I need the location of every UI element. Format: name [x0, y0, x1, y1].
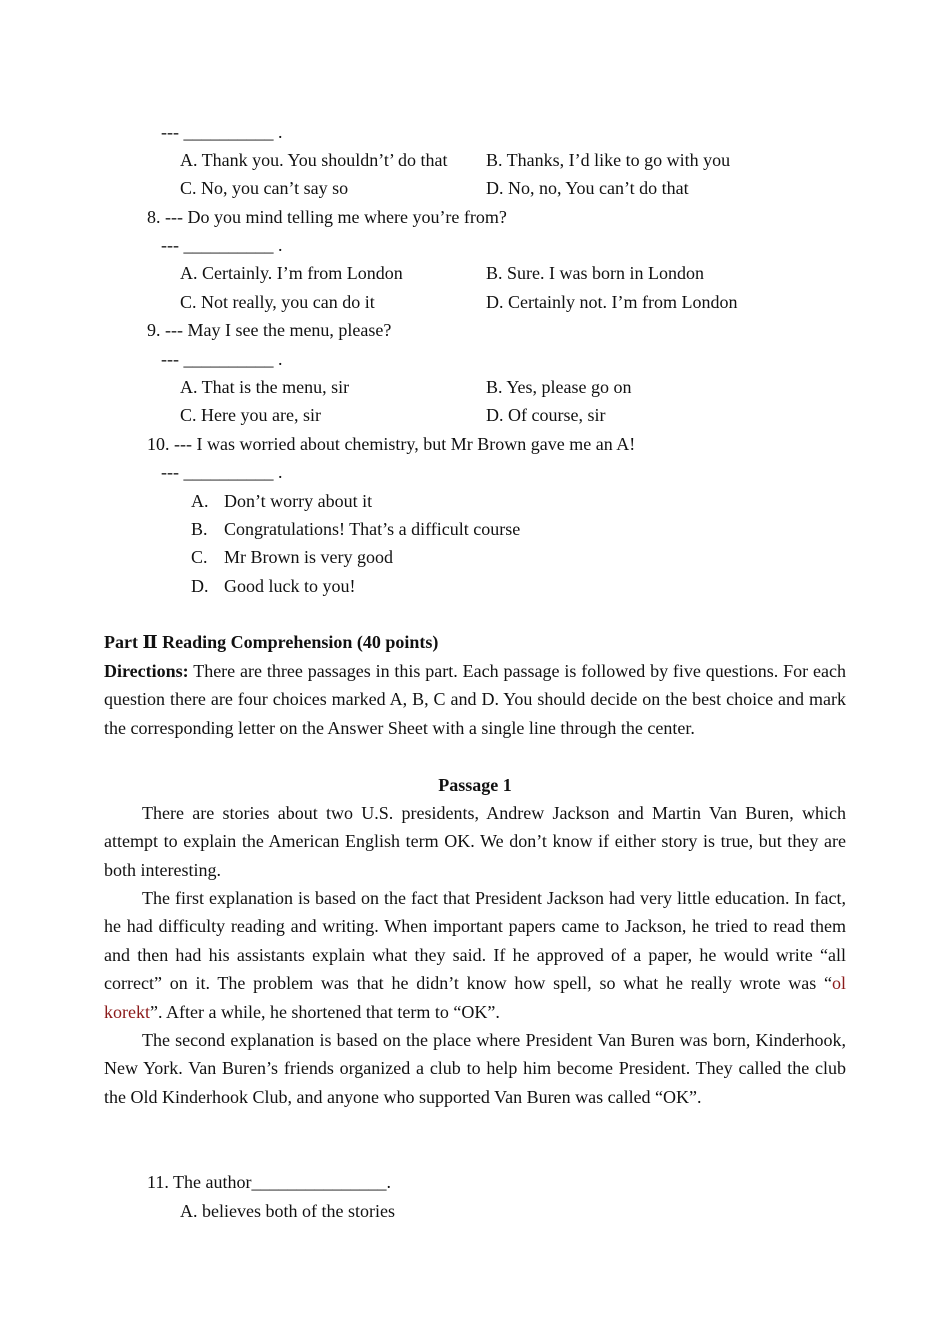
- q8-option-d: D. Certainly not. I’m from London: [486, 292, 738, 312]
- q10-option-d-text: Good luck to you!: [224, 576, 356, 596]
- q10-option-a-letter: A.: [191, 491, 209, 511]
- q7-option-a: A. Thank you. You shouldn’t’ do that: [180, 150, 448, 170]
- q10-option-b-letter: B.: [191, 519, 208, 539]
- paragraph-2-text-before: The first explanation is based on the fact that President Jackson had very little education. In fact, he had difficulty reading and writing. When important papers came to Jackson, he tried to read them and then had his assistants explain what they said. If he approved of a paper, he would write “all correct” on it. The problem was that he didn’t know how spell, so what he really wrote was “: [104, 888, 846, 994]
- q10-option-d-letter: D.: [191, 576, 209, 596]
- q7-option-c: C. No, you can’t say so: [180, 178, 349, 198]
- q10-option-c-letter: C.: [191, 547, 208, 567]
- q10-prompt: 10. --- I was worried about chemistry, but Mr Brown gave me an A!: [147, 434, 636, 454]
- passage-paragraph-1: There are stories about two U.S. presidents, Andrew Jackson and Martin Van Buren, which attempt to explain the American English term OK. We don’t know if either story is true, but they are both interesting.: [104, 803, 846, 880]
- q11-prompt: 11. The author_______________.: [147, 1172, 391, 1192]
- q10-response-blank: --- __________ .: [161, 462, 283, 482]
- q7-response-blank: --- __________ .: [161, 122, 283, 142]
- directions-label: Directions:: [104, 661, 189, 681]
- q11-option-a: A. believes both of the stories: [180, 1201, 395, 1221]
- passage-paragraph-3: The second explanation is based on the place where President Van Buren was born, Kinderhook, New York. Van Buren’s friends organized a club to help him become President. They called the club the Old Kinderhook Club, and anyone who supported Van Buren was called “OK”.: [104, 1030, 846, 1107]
- directions-text: There are three passages in this part. Each passage is followed by five questions. For each question there are four choices marked A, B, C and D. You should decide on the best choice and mark the corresponding letter on the Answer Sheet with a single line through the center.: [104, 661, 846, 738]
- q9-prompt: 9. --- May I see the menu, please?: [147, 320, 392, 340]
- q10-option-a-text: Don’t worry about it: [224, 491, 373, 511]
- q8-option-c: C. Not really, you can do it: [180, 292, 375, 312]
- q8-prompt: 8. --- Do you mind telling me where you’re from?: [147, 207, 507, 227]
- paragraph-2-text-after: ”. After a while, he shortened that term to “OK”.: [149, 1001, 500, 1022]
- q7-option-b: B. Thanks, I’d like to go with you: [486, 150, 731, 170]
- part2-heading: Part Ⅱ Reading Comprehension (40 points): [104, 632, 439, 652]
- q7-option-d: D. No, no, You can’t do that: [486, 178, 689, 198]
- passage-paragraph-2: [104, 884, 846, 1026]
- passage-title: Passage 1: [438, 775, 512, 795]
- q9-option-b: B. Yes, please go on: [486, 377, 632, 397]
- q9-option-d: D. Of course, sir: [486, 405, 606, 425]
- q10-option-c-text: Mr Brown is very good: [224, 547, 393, 567]
- q8-option-a: A. Certainly. I’m from London: [180, 263, 403, 283]
- q9-option-a: A. That is the menu, sir: [180, 377, 350, 397]
- q9-response-blank: --- __________ .: [161, 349, 283, 369]
- q8-option-b: B. Sure. I was born in London: [486, 263, 704, 283]
- q8-response-blank: --- __________ .: [161, 235, 283, 255]
- highlighted-term: ol korekt: [104, 973, 846, 1022]
- part2-directions: [104, 657, 846, 742]
- q9-option-c: C. Here you are, sir: [180, 405, 321, 425]
- q10-option-b-text: Congratulations! That’s a difficult course: [224, 519, 521, 539]
